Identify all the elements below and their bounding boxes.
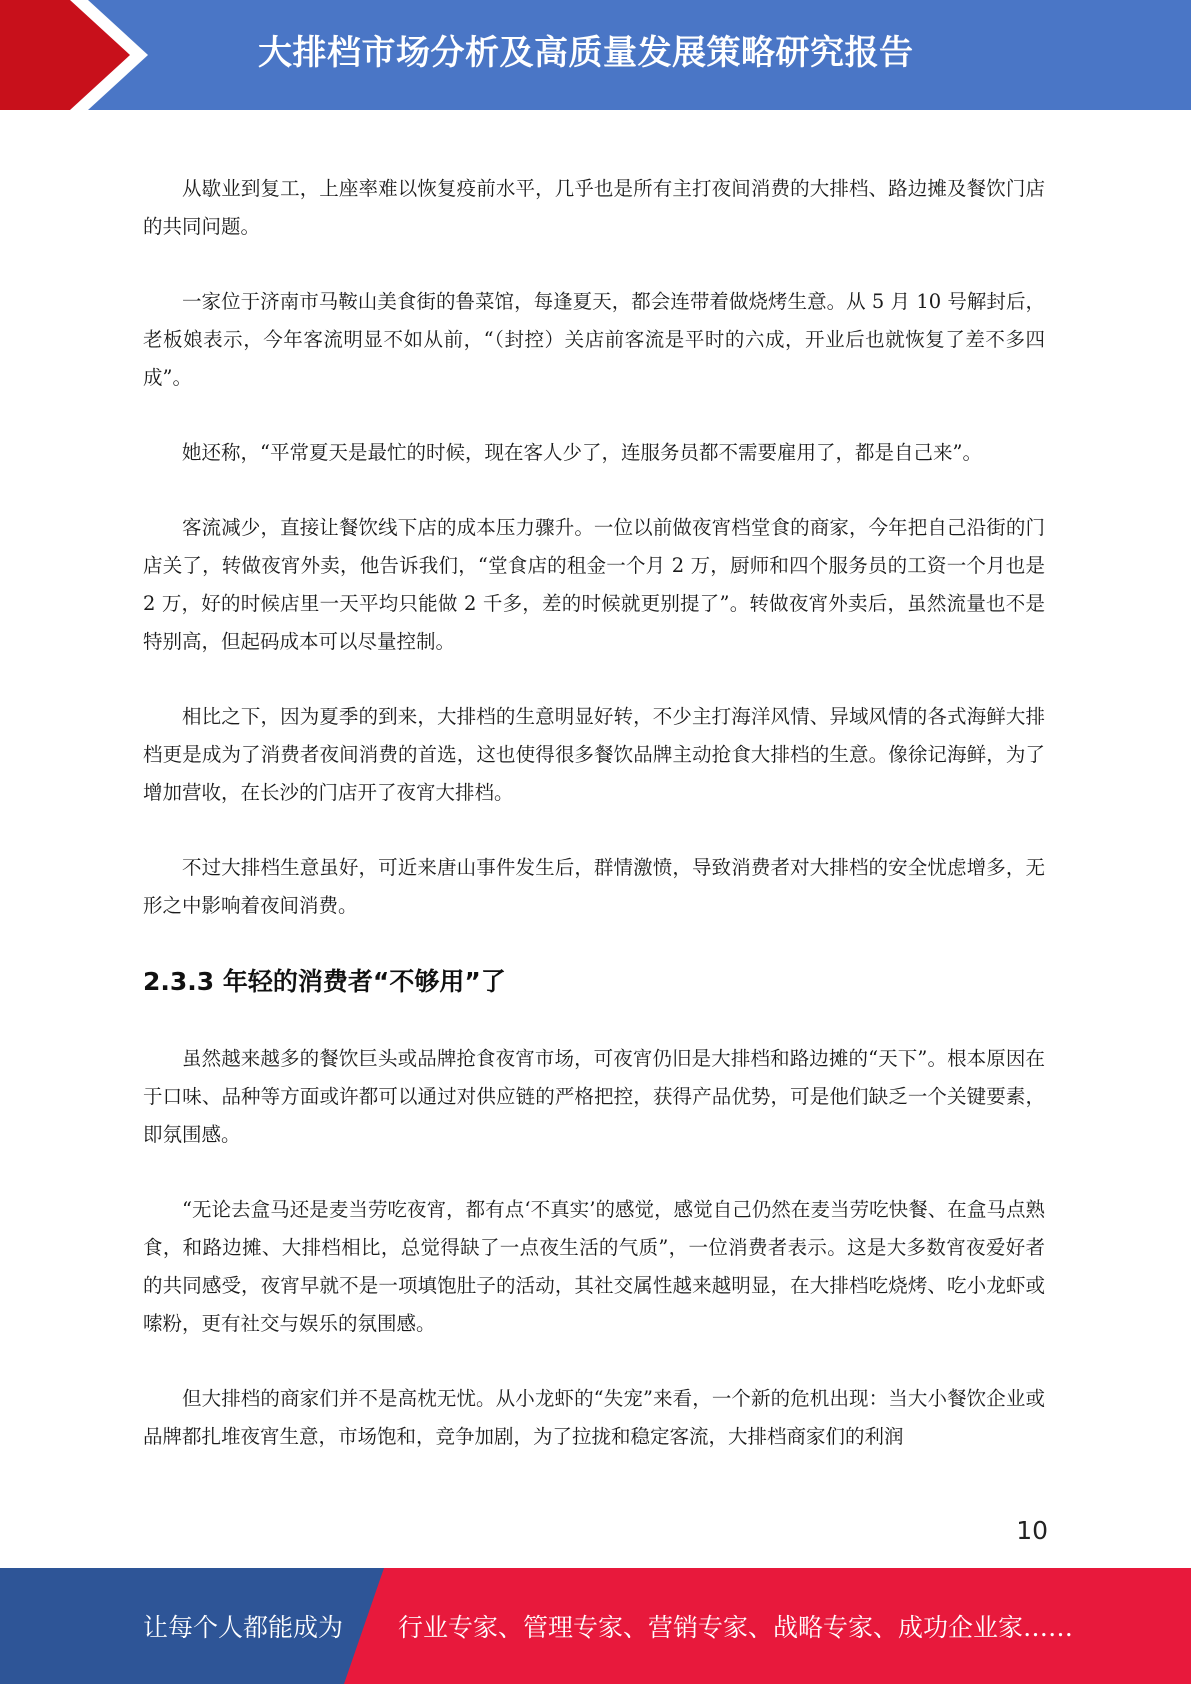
paragraph: 她还称，“平常夏天是最忙的时候，现在客人少了，连服务员都不需要雇用了，都是自己来”。 xyxy=(182,441,982,464)
paragraph: “无论去盒马还是麦当劳吃夜宵，都有点‘不真实’的感觉，感觉自己仍然在麦当劳吃快餐、在盒马点熟食，和路边摊、大排档相比，总觉得缺了一点夜生活的气质”，一位消费者表示。这是大多数宵夜爱好者的共同感受，夜宵早就不是一项填饱肚子的活动，其社交属性越来越明显，在大排档吃烧烤、吃小龙虾或嗦粉，更有社交与娱乐的氛围感。 xyxy=(143,1198,1045,1335)
footer-slogan-right: 行业专家、管理专家、营销专家、战略专家、成功企业家…… xyxy=(398,1613,1074,1642)
paragraph: 不过大排档生意虽好，可近来唐山事件发生后，群情激愤，导致消费者对大排档的安全忧虑增多，无形之中影响着夜间消费。 xyxy=(143,856,1045,917)
page-number: 10 xyxy=(1016,1516,1048,1545)
paragraph: 客流减少，直接让餐饮线下店的成本压力骤升。一位以前做夜宵档堂食的商家，今年把自己沿街的门店关了，转做夜宵外卖，他告诉我们，“堂食店的租金一个月 2 万，厨师和四个服务员的工资一个月也是 2 万，好的时候店里一天平均只能做 2 千多，差的时候就更别提了”。转做夜宵外卖后，虽然流量也不是特别高，但起码成本可以尽量控制。 xyxy=(143,516,1045,653)
paragraph: 从歇业到复工，上座率难以恢复疫前水平，几乎也是所有主打夜间消费的大排档、路边摊及餐饮门店的共同问题。 xyxy=(143,177,1045,238)
footer-slogan-left: 让每个人都能成为 xyxy=(143,1613,344,1642)
paragraph: 虽然越来越多的餐饮巨头或品牌抢食夜宵市场，可夜宵仍旧是大排档和路边摊的“天下”。根本原因在于口味、品种等方面或许都可以通过对供应链的严格把控，获得产品优势，可是他们缺乏一个关键要素，即氛围感。 xyxy=(143,1047,1045,1146)
paragraph: 但大排档的商家们并不是高枕无忧。从小龙虾的“失宠”来看，一个新的危机出现：当大小餐饮企业或品牌都扎堆夜宵生意，市场饱和，竞争加剧，为了拉拢和稳定客流，大排档商家们的利润 xyxy=(143,1387,1045,1448)
section-heading: 2.3.3 年轻的消费者“不够用”了 xyxy=(143,967,506,996)
paragraph: 一家位于济南市马鞍山美食街的鲁菜馆，每逢夏天，都会连带着做烧烤生意。从 5 月 10 号解封后，老板娘表示，今年客流明显不如从前，“（封控）关店前客流是平时的六成，开业后也就恢复了差不多四成”。 xyxy=(143,290,1045,389)
page-header xyxy=(0,0,1191,110)
paragraph: 相比之下，因为夏季的到来，大排档的生意明显好转，不少主打海洋风情、异域风情的各式海鲜大排档更是成为了消费者夜间消费的首选，这也使得很多餐饮品牌主动抢食大排档的生意。像徐记海鲜，为了增加营收，在长沙的门店开了夜宵大排档。 xyxy=(143,705,1045,804)
page-footer xyxy=(0,1568,1191,1684)
header-title: 大排档市场分析及高质量发展策略研究报告 xyxy=(258,33,914,73)
document-body xyxy=(143,170,1045,1493)
